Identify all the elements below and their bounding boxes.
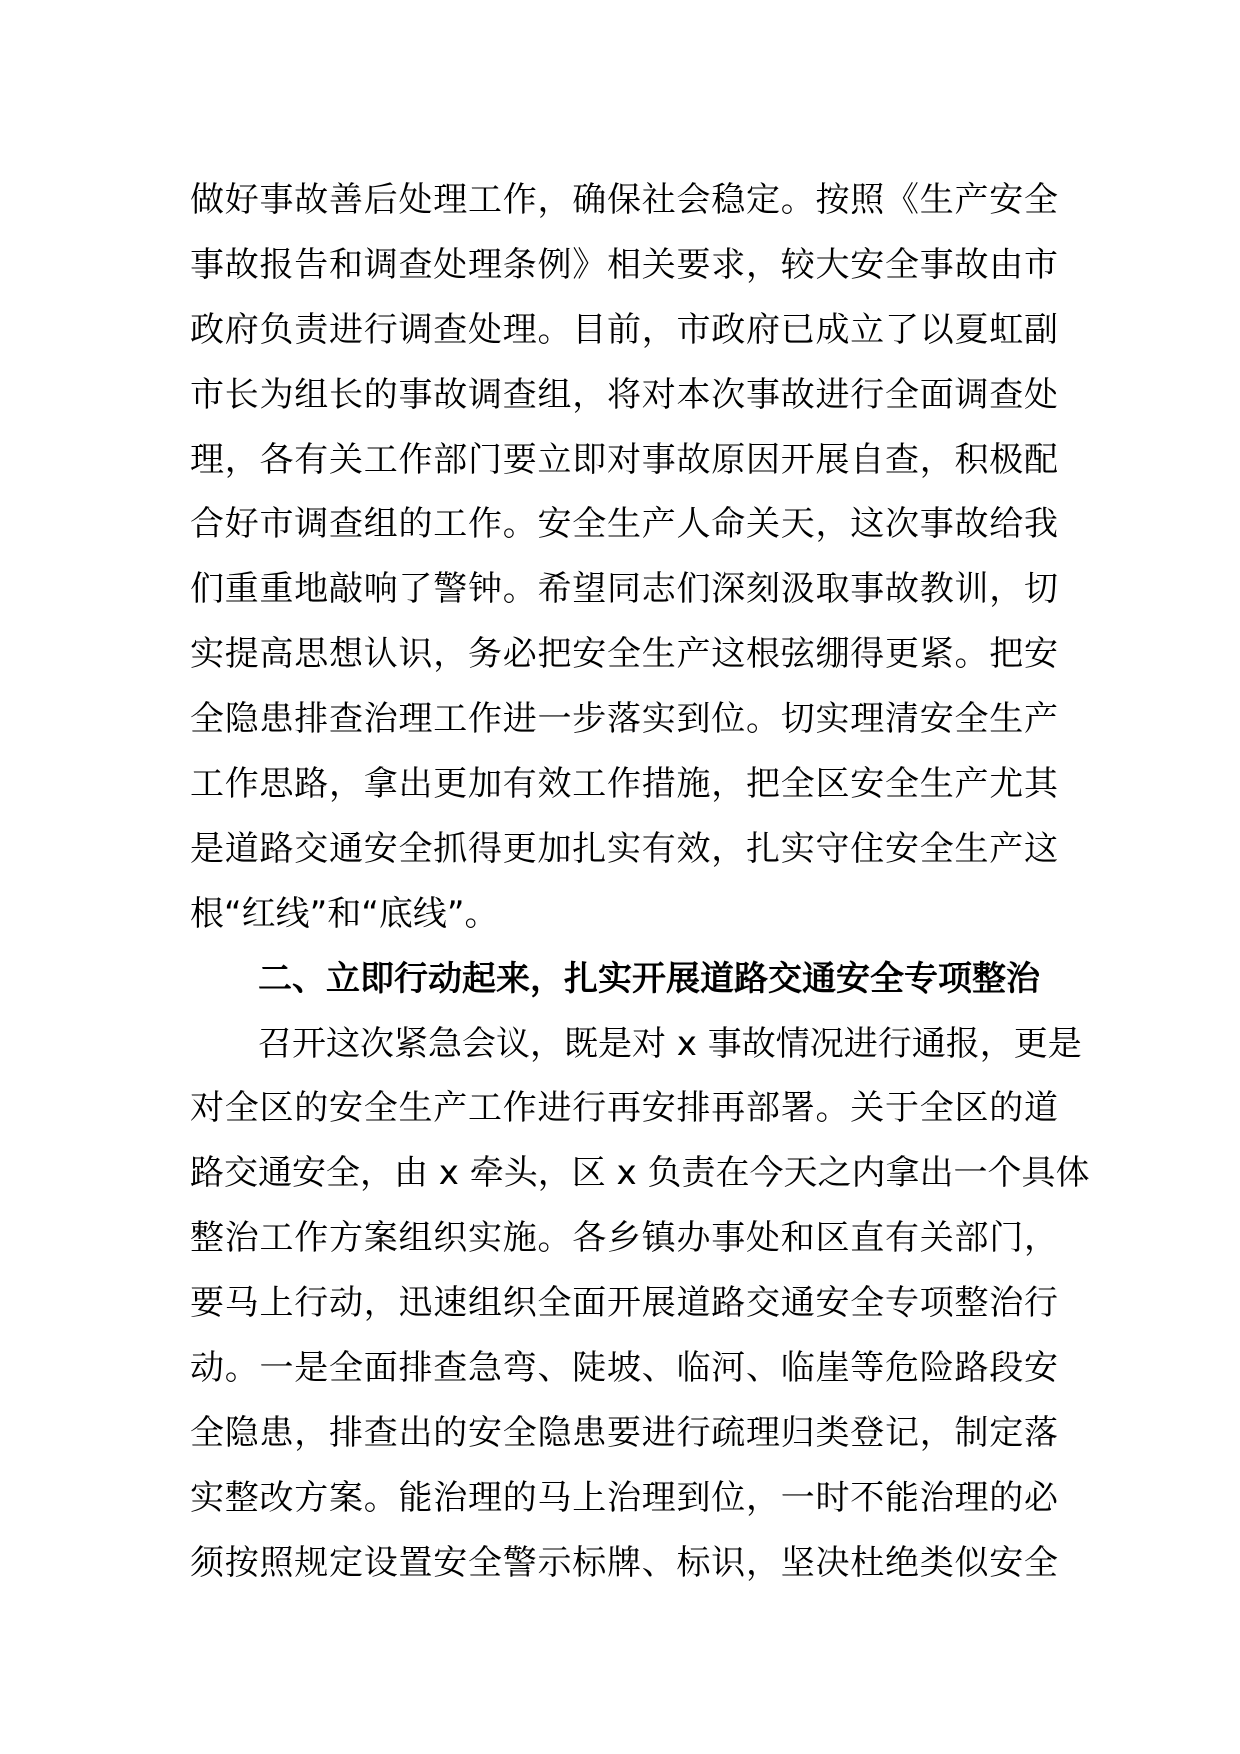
paragraph-line: 是道路交通安全抓得更加扎实有效，扎实守住安全生产这: [190, 828, 1058, 869]
paragraph-1: [190, 168, 1058, 947]
paragraph-line: 做好事故善后处理工作，确保社会稳定。按照《生产安全: [190, 180, 1058, 220]
paragraph-line: 根“红线”和“底线”。: [190, 893, 499, 934]
paragraph-line: 工作思路，拿出更加有效工作措施，把全区安全生产尤其: [190, 764, 1058, 805]
paragraph-line: 要马上行动，迅速组织全面开展道路交通安全专项整治行: [190, 1283, 1058, 1324]
paragraph-line: 政府负责进行调查处理。目前，市政府已成立了以夏虹副: [190, 309, 1058, 350]
paragraph-line: 整治工作方案组织实施。各乡镇办事处和区直有关部门，: [190, 1218, 1058, 1259]
document-page: [190, 168, 1090, 1596]
paragraph-line: 动。一是全面排查急弯、陡坡、临河、临崖等危险路段安: [190, 1348, 1058, 1389]
paragraph-line: 全隐患，排查出的安全隐患要进行疏理归类登记，制定落: [190, 1412, 1058, 1453]
paragraph-line: 须按照规定设置安全警示标牌、标识，坚决杜绝类似安全: [190, 1542, 1058, 1583]
paragraph-line: 合好市调查组的工作。安全生产人命关天，这次事故给我: [190, 504, 1058, 545]
paragraph-line: 对全区的安全生产工作进行再安排再部署。关于全区的道: [190, 1088, 1058, 1129]
paragraph-line: 召开这次紧急会议，既是对 x 事故情况进行通报，更是: [258, 1023, 1082, 1064]
paragraph-line: 实整改方案。能治理的马上治理到位，一时不能治理的必: [190, 1477, 1058, 1518]
paragraph-line: 市长为组长的事故调查组，将对本次事故进行全面调查处: [190, 374, 1058, 415]
paragraph-line: 事故报告和调查处理条例》相关要求，较大安全事故由市: [190, 244, 1058, 285]
paragraph-line: 路交通安全，由 x 牵头，区 x 负责在今天之内拿出一个具体: [190, 1153, 1090, 1194]
paragraph-line: 们重重地敲响了警钟。希望同志们深刻汲取事故教训，切: [190, 569, 1058, 610]
paragraph-2: [190, 1012, 1090, 1596]
paragraph-line: 全隐患排查治理工作进一步落实到位。切实理清安全生产: [190, 699, 1058, 740]
paragraph-line: 实提高思想认识，务必把安全生产这根弦绷得更紧。把安: [190, 634, 1058, 675]
section-heading: 二、立即行动起来，扎实开展道路交通安全专项整治: [258, 958, 1040, 999]
paragraph-line: 理，各有关工作部门要立即对事故原因开展自查，积极配: [190, 439, 1058, 480]
